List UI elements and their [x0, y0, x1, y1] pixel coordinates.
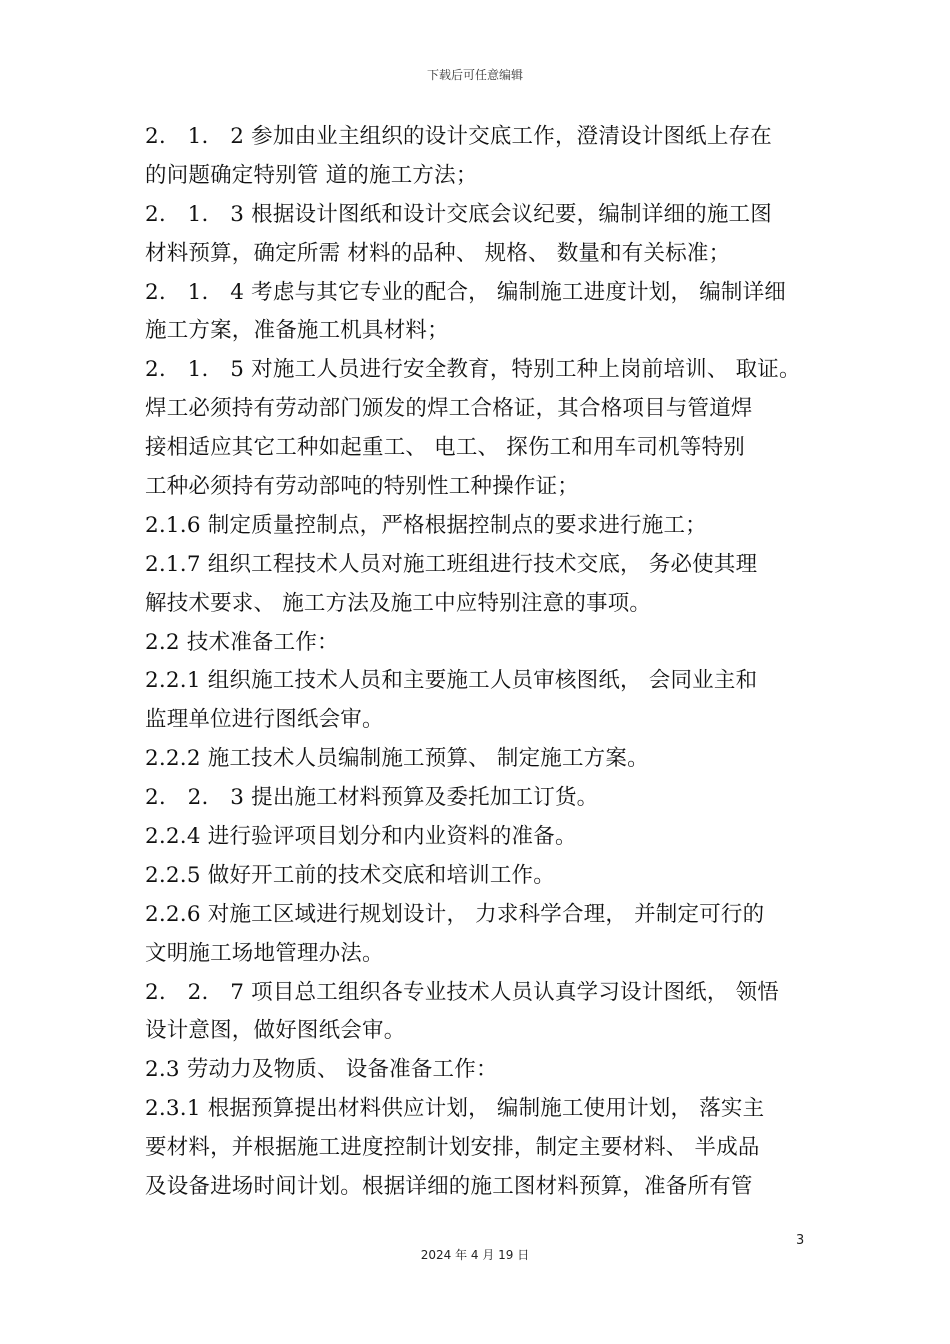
text-line: 2.1.7 组织工程技术人员对施工班组进行技术交底， 务必使其理 [145, 551, 758, 577]
text-line: 材料预算，确定所需 材料的品种、 规格、 数量和有关标准； [145, 240, 731, 266]
footer-date: 2024 年 4 月 19 日 [420, 1248, 530, 1262]
text-line: 2.2 技术准备工作： [145, 629, 339, 655]
text-line: 2. 1. 2 参加由业主组织的设计交底工作，澄清设计图纸上存在 [145, 124, 772, 149]
text-line: 2. 1. 3 根据设计图纸和设计交底会议纪要，编制详细的施工图 [145, 201, 772, 227]
text-line: 2.2.5 做好开工前的技术交底和培训工作。 [145, 862, 555, 888]
text-line: 接相适应其它工种如起重工、 电工、 探伤工和用车司机等特别 [145, 435, 745, 461]
page-header: 下载后可任意编辑 [426, 68, 523, 82]
text-line: 2. 2. 3 提出施工材料预算及委托加工订货。 [145, 785, 599, 811]
text-line: 2.3 劳动力及物质、 设备准备工作： [145, 1057, 498, 1083]
text-line: 2.2.1 组织施工技术人员和主要施工人员审核图纸， 会同业主和 [145, 668, 758, 694]
text-line: 2. 1. 4 考虑与其它专业的配合， 编制施工进度计划， 编制详细 [145, 279, 787, 305]
page-number: 3 [796, 1233, 805, 1248]
text-line: 要材料，并根据施工进度控制计划安排，制定主要材料、 半成品 [145, 1135, 760, 1161]
text-line: 2. 1. 5 对施工人员进行安全教育，特别工种上岗前培训、 取证。 [145, 357, 801, 383]
document-body [145, 118, 825, 1207]
text-line: 解技术要求、 施工方法及施工中应特别注意的事项。 [145, 590, 652, 616]
text-line: 工种必须持有劳动部吨的特别性工种操作证； [145, 474, 580, 500]
text-line: 2.2.2 施工技术人员编制施工预算、 制定施工方案。 [145, 746, 649, 772]
text-line: 2.3.1 根据预算提出材料供应计划， 编制施工使用计划， 落实主 [145, 1096, 765, 1122]
text-line: 的问题确定特别管 道的施工方法； [145, 162, 478, 188]
text-line: 设计意图，做好图纸会审。 [145, 1018, 406, 1044]
text-line: 施工方案，准备施工机具材料； [145, 318, 449, 344]
text-line: 监理单位进行图纸会审。 [145, 707, 384, 733]
text-line: 文明施工场地管理办法。 [145, 940, 384, 966]
text-line: 2.2.4 进行验评项目划分和内业资料的准备。 [145, 824, 577, 850]
text-line: 2. 2. 7 项目总工组织各专业技术人员认真学习设计图纸， 领悟 [145, 979, 779, 1005]
text-line: 及设备进场时间计划。根据详细的施工图材料预算，准备所有管 [145, 1174, 753, 1200]
text-line: 2.1.6 制定质量控制点，严格根据控制点的要求进行施工； [145, 512, 707, 538]
text-line: 2.2.6 对施工区域进行规划设计， 力求科学合理， 并制定可行的 [145, 901, 765, 927]
text-line: 焊工必须持有劳动部门颁发的焊工合格证，其合格项目与管道焊 [145, 396, 753, 422]
